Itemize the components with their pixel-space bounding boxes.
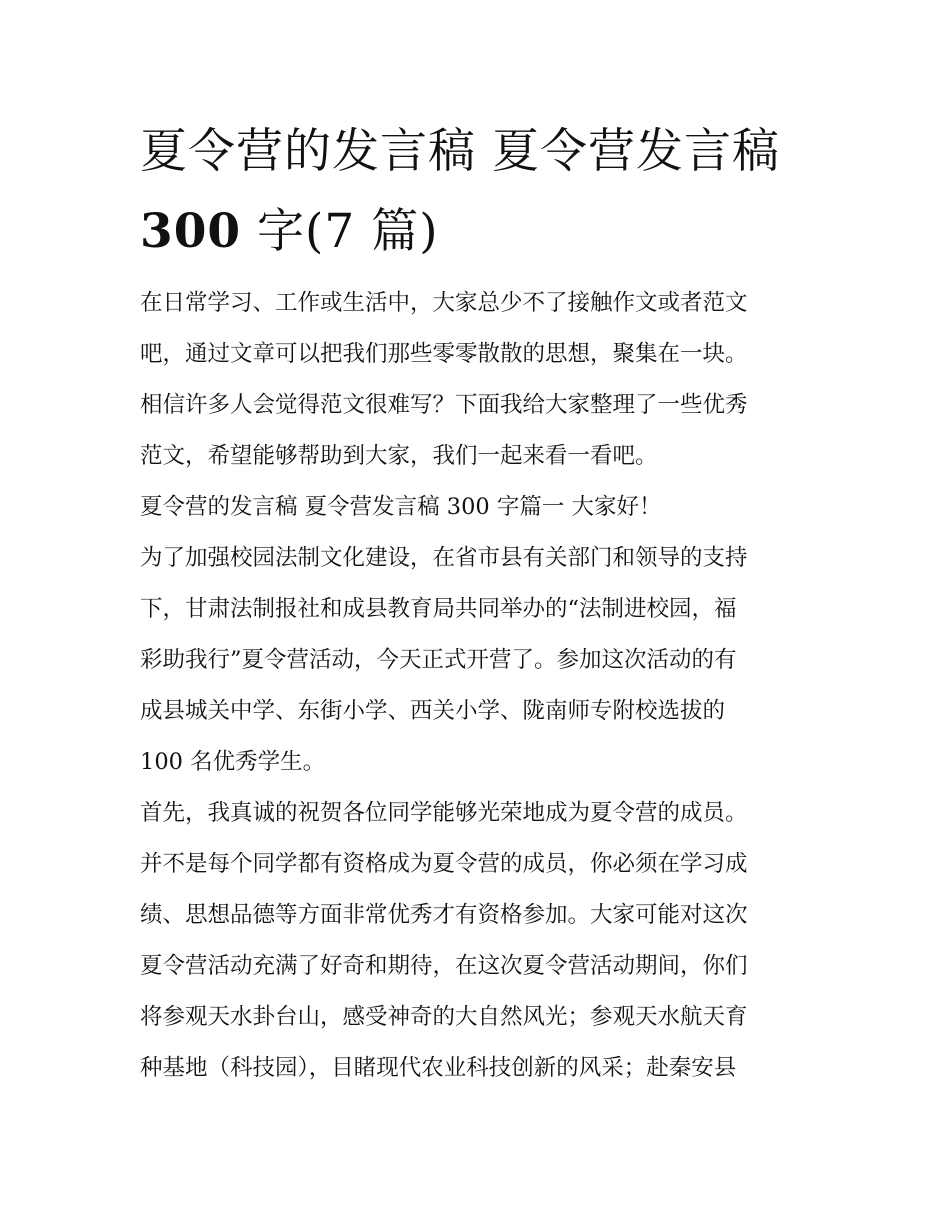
document-page — [140, 112, 812, 1094]
body-line: 范文，希望能够帮助到大家，我们一起来看一看吧。 — [140, 443, 658, 469]
title-line-2 — [140, 192, 812, 272]
body-line: 在日常学习、工作或生活中，大家总少不了接触作文或者范文 — [140, 290, 748, 316]
body-line: 吧，通过文章可以把我们那些零零散散的思想，聚集在一块。 — [140, 341, 748, 367]
section-heading-line: 夏令营的发言稿 夏令营发言稿 300 字篇一 大家好！ — [140, 494, 662, 520]
body-line: 并不是每个同学都有资格成为夏令营的成员，你必须在学习成 — [140, 851, 748, 877]
document-body — [140, 278, 812, 1094]
body-line: 相信许多人会觉得范文很难写？下面我给大家整理了一些优秀 — [140, 392, 748, 418]
body-line: 成县城关中学、东街小学、西关小学、陇南师专附校选拔的 — [140, 698, 726, 724]
body-line: 下，甘肃法制报社和成县教育局共同举办的“法制进校园，福 — [140, 596, 737, 622]
body-line: 彩助我行”夏令营活动，今天正式开营了。参加这次活动的有 — [140, 647, 737, 673]
body-line: 种基地（科技园），目睹现代农业科技创新的风采；赴秦安县 — [140, 1055, 737, 1081]
document-title — [140, 112, 812, 272]
body-line: 首先，我真诚的祝贺各位同学能够光荣地成为夏令营的成员。 — [140, 800, 748, 826]
title-suffix: 字(7 篇) — [241, 204, 439, 259]
body-line: 为了加强校园法制文化建设，在省市县有关部门和领导的支持 — [140, 545, 748, 571]
body-line: 绩、思想品德等方面非常优秀才有资格参加。大家可能对这次 — [140, 902, 748, 928]
body-line: 将参观天水卦台山，感受神奇的大自然风光；参观天水航天育 — [140, 1004, 748, 1030]
title-line-1: 夏令营的发言稿 夏令营发言稿 — [140, 124, 780, 179]
body-line: 夏令营活动充满了好奇和期待，在这次夏令营活动期间，你们 — [140, 953, 748, 979]
body-line: 100 名优秀学生。 — [140, 749, 326, 775]
title-number: 300 — [140, 204, 242, 259]
